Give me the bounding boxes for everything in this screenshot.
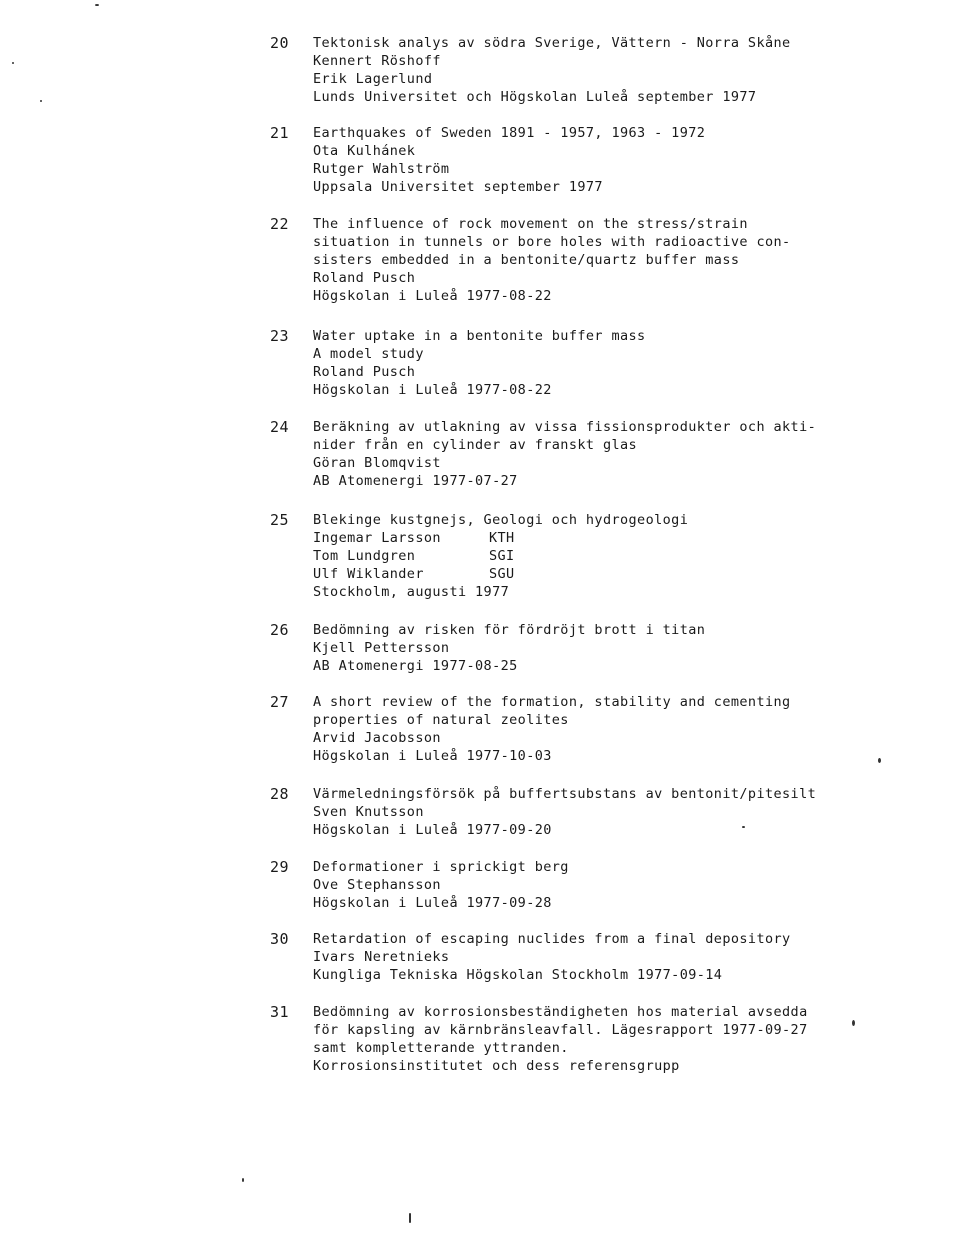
entry-subtitle: A model study (313, 346, 424, 362)
entry-title: properties of natural zeolites (313, 712, 569, 728)
entry-title: sisters embedded in a bentonite/quartz buffer mass (313, 252, 740, 268)
entry-publisher: Högskolan i Luleå 1977-08-22 (313, 288, 552, 304)
author-org: SGI (489, 548, 515, 564)
entry-title: A short review of the formation, stability and cementing (313, 694, 791, 710)
author-row (313, 565, 853, 583)
entry-author: Göran Blomqvist (313, 455, 441, 471)
scan-speck (878, 758, 881, 763)
entry-title: samt kompletterande yttranden. (313, 1040, 569, 1056)
entry-text (313, 693, 853, 765)
scan-speck (242, 1178, 244, 1182)
scan-speck (40, 100, 42, 102)
author-row (313, 529, 853, 547)
entry-title: Tektonisk analys av södra Sverige, Vättern - Norra Skåne (313, 35, 791, 51)
entry-title: situation in tunnels or bore holes with radioactive con- (313, 234, 791, 250)
entry-author: Ove Stephansson (313, 877, 441, 893)
entry-text (313, 418, 853, 490)
entry-publisher: Kungliga Tekniska Högskolan Stockholm 1977-09-14 (313, 967, 723, 983)
entry-number: 27 (270, 693, 290, 711)
entry-number: 21 (270, 124, 290, 142)
entry-number: 30 (270, 930, 290, 948)
scan-speck (95, 4, 99, 6)
author-row (313, 547, 853, 565)
entry-publisher: AB Atomenergi 1977-07-27 (313, 473, 518, 489)
entry-title: Bedömning av korrosionsbeständigheten hos material avsedda (313, 1004, 808, 1020)
entry-author: Sven Knutsson (313, 804, 424, 820)
entry-text (313, 327, 853, 399)
entry-publisher: Högskolan i Luleå 1977-09-20 (313, 822, 552, 838)
author-org: SGU (489, 566, 515, 582)
entry-publisher: Stockholm, augusti 1977 (313, 584, 510, 600)
entry-number: 28 (270, 785, 290, 803)
entry-title: Deformationer i sprickigt berg (313, 859, 569, 875)
entry-title: för kapsling av kärnbränsleavfall. Lägesrapport 1977-09-27 (313, 1022, 808, 1038)
entry-author: Ivars Neretnieks (313, 949, 450, 965)
scan-speck (409, 1213, 411, 1223)
entry-author: Roland Pusch (313, 270, 416, 286)
entry-number: 24 (270, 418, 290, 436)
entry-publisher: Lunds Universitet och Högskolan Luleå september 1977 (313, 89, 757, 105)
entry-text (313, 34, 853, 106)
entry-author: Kjell Pettersson (313, 640, 450, 656)
entry-number: 29 (270, 858, 290, 876)
entry-title: Water uptake in a bentonite buffer mass (313, 328, 646, 344)
entry-title: Retardation of escaping nuclides from a final depository (313, 931, 791, 947)
entry-text (313, 215, 853, 305)
entry-number: 23 (270, 327, 290, 345)
entry-publisher: Korrosionsinstitutet och dess referensgrupp (313, 1058, 680, 1074)
entry-number: 20 (270, 34, 290, 52)
entry-title: Värmeledningsförsök på buffertsubstans av bentonit/pitesilt (313, 786, 817, 802)
entry-author: Roland Pusch (313, 364, 416, 380)
entry-author: Arvid Jacobsson (313, 730, 441, 746)
entry-author: Rutger Wahlström (313, 161, 450, 177)
entry-title: Earthquakes of Sweden 1891 - 1957, 1963 - 1972 (313, 125, 706, 141)
author-name: Tom Lundgren (313, 548, 416, 564)
entry-author: Kennert Röshoff (313, 53, 441, 69)
entry-text (313, 1003, 853, 1075)
entry-text (313, 511, 853, 601)
entry-publisher: Högskolan i Luleå 1977-10-03 (313, 748, 552, 764)
author-org: KTH (489, 530, 515, 546)
scan-speck (742, 826, 745, 828)
entry-title: Bedömning av risken för fördröjt brott i titan (313, 622, 706, 638)
entry-text (313, 785, 853, 839)
author-name: Ulf Wiklander (313, 566, 424, 582)
entry-number: 25 (270, 511, 290, 529)
scan-speck (12, 62, 14, 64)
entry-title: The influence of rock movement on the stress/strain (313, 216, 748, 232)
entry-title: Beräkning av utlakning av vissa fissionsprodukter och akti- (313, 419, 817, 435)
entry-author: Erik Lagerlund (313, 71, 433, 87)
entry-title: nider från en cylinder av franskt glas (313, 437, 638, 453)
entry-publisher: Högskolan i Luleå 1977-08-22 (313, 382, 552, 398)
entry-number: 22 (270, 215, 290, 233)
entry-number: 26 (270, 621, 290, 639)
scan-speck (852, 1020, 855, 1026)
entry-publisher: AB Atomenergi 1977-08-25 (313, 658, 518, 674)
entry-text (313, 124, 853, 196)
entry-author: Ota Kulhánek (313, 143, 416, 159)
author-name: Ingemar Larsson (313, 530, 441, 546)
entry-publisher: Högskolan i Luleå 1977-09-28 (313, 895, 552, 911)
entry-text (313, 621, 853, 675)
entry-text (313, 930, 853, 984)
entry-text (313, 858, 853, 912)
entry-number: 31 (270, 1003, 290, 1021)
entry-publisher: Uppsala Universitet september 1977 (313, 179, 603, 195)
entry-title: Blekinge kustgnejs, Geologi och hydrogeologi (313, 512, 689, 528)
